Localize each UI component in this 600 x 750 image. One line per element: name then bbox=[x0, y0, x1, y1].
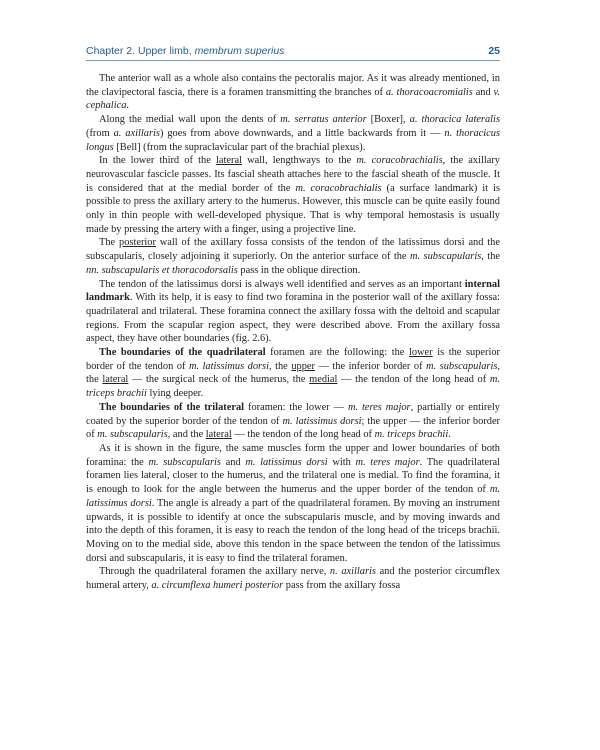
paragraph-medial-wall: Along the medial wall upon the dents of m. serratus anterior [Boxer], a. thoracica lateralis (from a. axillaris) goes from above downwards, and a little backwards from it — n. thoracicus longus [Bell] (from the supraclavicular part of the brachial plexus). bbox=[86, 114, 500, 153]
paragraph-lateral-wall: In the lower third of the lateral wall, lengthways to the m. coracobrachialis, the axillary neurovascular fascicle passes. Its fascial sheath attaches here to the fascial sheath of the muscle. It is considered that at the medial border of the m. coracobrachialis (a surface landmark) it is possible to press the axillary artery to the humerus. However, this muscle can be quite easily found only in thin people with well-developed physique. That is why temporal hemostasis is usually made by pressing the artery with a finger, using a projective line. bbox=[86, 155, 500, 235]
paragraph-quadrilateral-boundaries: The boundaries of the quadrilateral foramen are the following: the lower is the superior border of the tendon of m. latissimus dorsi, the upper — the inferior border of m. subscapularis, the lateral — the surgical neck of the humerus, the medial — the tendon of the long head of m. triceps brachii lying deeper. bbox=[86, 347, 500, 400]
paragraph-trilateral-boundaries: The boundaries of the trilateral foramen: the lower — m. teres major, partially or entirely coated by the superior border of the tendon of m. latissimus dorsi; the upper — the inferior border of m. subscapularis, and the lateral — the tendon of the long head of m. triceps brachii. bbox=[86, 401, 501, 441]
page-number: 25 bbox=[488, 45, 500, 57]
paragraph-quadrilateral-contents: Through the quadrilateral foramen the axillary nerve, n. axillaris and the posterior circumflex humeral artery, a. circumflexa humeri posterior pass from the axillary fossa bbox=[86, 566, 501, 592]
paragraph-finding-foramina: As it is shown in the figure, the same muscles form the upper and lower boundaries of both foramina: the m. subscapularis and m. latissimus dorsi with m. teres major. The quadrilateral foramen lies lateral, closer to the humerus, and the trilateral one is medial. To find the foramina, it is enough to look for the angle between the humerus and the upper border of the tendon of m. latissimus dorsi. The angle is already a part of the quadrilateral foramen. By moving an instrument upwards, it is possible to identify at once the subscapularis muscle, and by moving inwards and into the depth of this foramen, it is easy to reach the tendon of the long head of the triceps brachii. Moving on to the medial side, above this tendon in the space between the tendon of the latissimus dorsi and subscapularis, it is easy to find the trilateral foramen. bbox=[86, 442, 501, 564]
paragraph-anterior-wall: The anterior wall as a whole also contains the pectoralis major. As it was already mentioned, in the clavipectoral fascia, there is a foramen transmitting the branches of a. thoracoacromialis and v. cephalica. bbox=[86, 73, 500, 112]
body-text bbox=[86, 72, 500, 593]
header-rule bbox=[86, 60, 500, 61]
paragraph-latissimus-landmark: The tendon of the latissimus dorsi is always well identified and serves as an important internal landmark. With its help, it is easy to find two foramina in the posterior wall of the axillary fossa: quadrilateral and trilateral. These foramina connect the axillary fossa with the deltoid and scapular regions. From the scapular region aspect, they were described above. From the axillary fossa aspect, they have other boundaries (fig. 2.6). bbox=[86, 278, 500, 345]
paragraph-posterior-wall: The posterior wall of the axillary fossa consists of the tendon of the latissimus dorsi and the subscapularis, closely adjoining it superiorly. On the anterior surface of the m. subscapularis, the nn. subscapularis et thoracodorsalis pass in the oblique direction. bbox=[86, 237, 500, 276]
chapter-title: Chapter 2. Upper limb, membrum superius bbox=[86, 45, 285, 57]
running-header bbox=[86, 45, 500, 61]
